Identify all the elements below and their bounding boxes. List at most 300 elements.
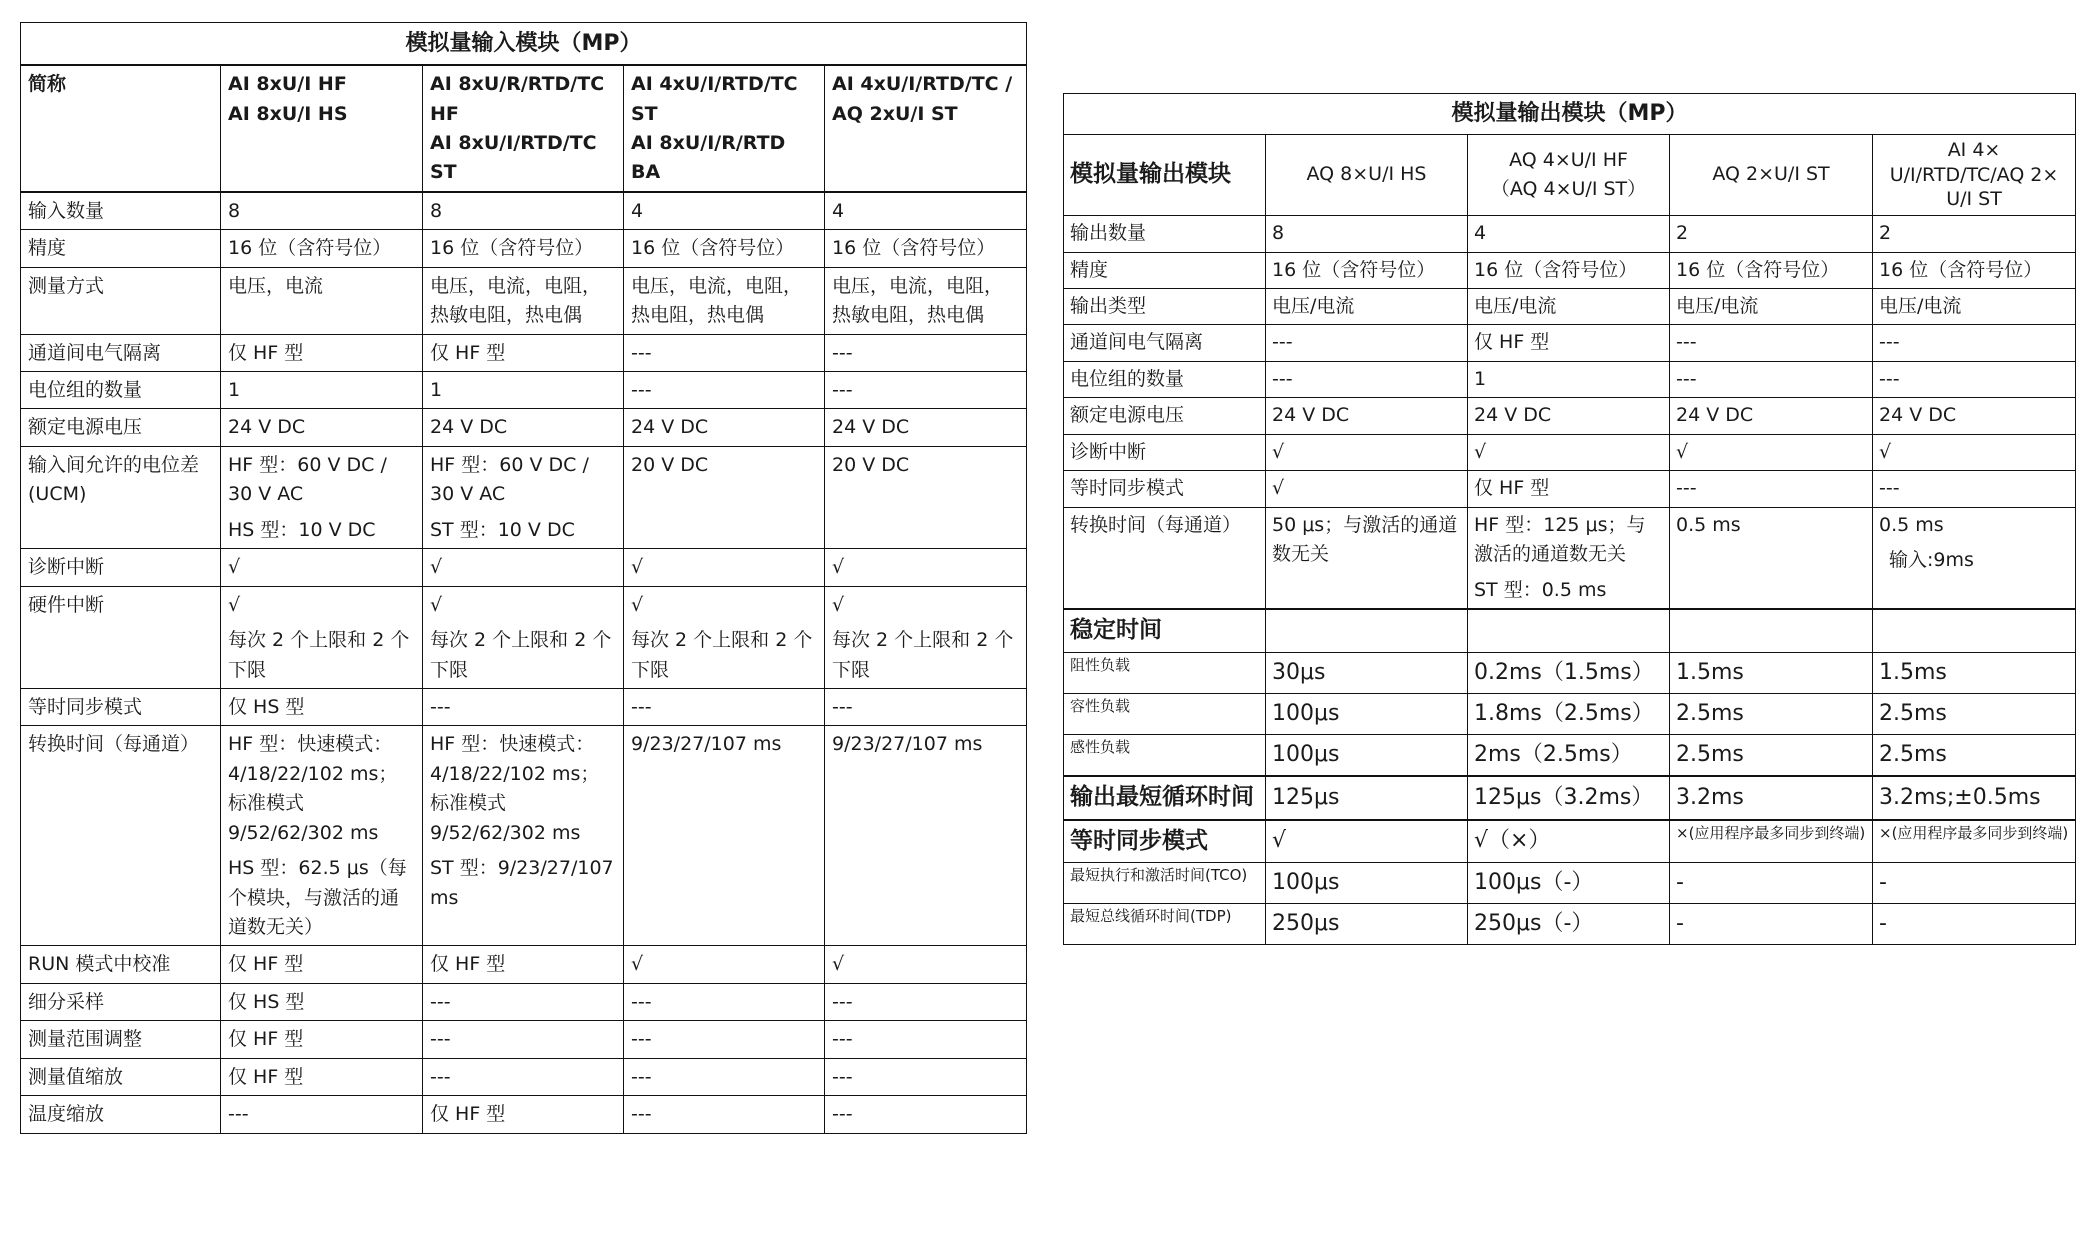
cell-value: 16 位（含符号位） [631, 237, 795, 260]
cell-value: 仅 HF 型 [228, 1028, 304, 1051]
output-module-table [1063, 93, 2076, 945]
row-cell [825, 192, 1027, 230]
row-cell [423, 1058, 624, 1095]
settling-row-label: 容性负载 [1064, 693, 1266, 734]
cell-value: 电压/电流 [1474, 295, 1557, 318]
row-cell [423, 946, 624, 983]
cell-extra: HS 型：62.5 μs（每个模块，与激活的通道数无关） [228, 857, 407, 939]
cell-value: 24 V DC [1474, 404, 1552, 427]
cell-value: 24 V DC [1879, 404, 1957, 427]
input-row [21, 688, 1027, 725]
row-cell [1670, 361, 1873, 397]
cell-value: √ [832, 953, 845, 976]
row-label: 通道间电气隔离 [1064, 325, 1266, 361]
settling-cell [1873, 652, 2076, 693]
cell-value: --- [1676, 367, 1697, 390]
row-cell [1873, 507, 2076, 609]
row-cell [1873, 398, 2076, 434]
row-cell [624, 688, 825, 725]
input-row [21, 549, 1027, 586]
cell-value: 仅 HF 型 [228, 953, 304, 976]
row-cell [825, 983, 1027, 1020]
input-row [21, 192, 1027, 230]
row-cell [825, 267, 1027, 334]
input-row [21, 726, 1027, 946]
cell-value: √ [631, 556, 644, 579]
isochronous-cell [1266, 904, 1468, 945]
isochronous-cell [1670, 904, 1873, 945]
isochronous-row-label: 最短总线循环时间(TDP) [1064, 904, 1266, 945]
cell-value: --- [631, 379, 652, 402]
row-cell [221, 192, 423, 230]
row-label: 电位组的数量 [1064, 361, 1266, 397]
row-cell [624, 192, 825, 230]
output-row [1064, 507, 2076, 609]
header-col-1: AI 8xU/I HF AI 8xU/I HS [221, 65, 423, 192]
cell-value: √ [832, 556, 845, 579]
output-row [1064, 289, 2076, 325]
cell-value: 电压，电流 [228, 274, 324, 297]
input-row [21, 409, 1027, 446]
row-cell [624, 230, 825, 267]
row-cell [825, 1021, 1027, 1058]
row-cell [221, 983, 423, 1020]
cell-value: - [1879, 911, 1887, 937]
row-cell [221, 1096, 423, 1133]
row-cell [1670, 471, 1873, 507]
settling-cell [1873, 693, 2076, 734]
header-col-3: AI 4xU/I/RTD/TC ST AI 8xU/I/R/RTD BA [624, 65, 825, 192]
cell-value: 24 V DC [228, 416, 306, 439]
cell-value: HF 型：60 V DC / 30 V AC [228, 453, 387, 506]
cell-value: --- [1272, 367, 1293, 390]
cell-value: 24 V DC [832, 416, 910, 439]
min-cycle-value: 3.2ms [1670, 776, 1873, 820]
isochronous-rows [1064, 863, 2076, 945]
row-cell [1873, 216, 2076, 252]
min-cycle-label: 输出最短循环时间 [1064, 776, 1266, 820]
input-row [21, 1096, 1027, 1133]
row-cell [624, 983, 825, 1020]
settling-header-row [1064, 609, 2076, 652]
input-row [21, 230, 1027, 267]
isochronous-value: √ [1266, 820, 1468, 863]
row-cell [624, 372, 825, 409]
row-cell [423, 409, 624, 446]
cell-value: 8 [1272, 222, 1285, 245]
row-label: 测量范围调整 [21, 1021, 221, 1058]
input-row [21, 946, 1027, 983]
settling-cell [1266, 693, 1468, 734]
cell-value: 0.5 ms [1879, 513, 1944, 536]
output-row [1064, 325, 2076, 361]
row-cell [624, 726, 825, 946]
row-cell [825, 446, 1027, 548]
cell-value: 30μs [1272, 659, 1326, 685]
output-table-body [1064, 216, 2076, 609]
output-header-col-4: AI 4× U/I/RTD/TC/AQ 2× U/I ST [1873, 135, 2076, 216]
cell-value: 仅 HF 型 [430, 1103, 506, 1126]
settling-cell [1670, 652, 1873, 693]
settling-cell [1670, 693, 1873, 734]
row-cell [624, 267, 825, 334]
row-cell [221, 946, 423, 983]
cell-value: --- [631, 1065, 652, 1088]
row-cell [221, 267, 423, 334]
cell-value: 2.5ms [1676, 741, 1744, 767]
row-cell [423, 688, 624, 725]
cell-value: --- [1879, 331, 1900, 354]
cell-value: 100μs [1272, 870, 1340, 896]
settling-cell [1266, 652, 1468, 693]
row-cell [423, 446, 624, 548]
row-cell [624, 409, 825, 446]
isochronous-cell [1670, 863, 1873, 904]
cell-value: 100μs（-） [1474, 870, 1594, 896]
row-cell [825, 372, 1027, 409]
settling-cell [1468, 734, 1670, 776]
cell-value: --- [430, 1028, 451, 1051]
row-cell [1468, 434, 1670, 470]
cell-value: --- [832, 1103, 853, 1126]
row-cell [1266, 289, 1468, 325]
cell-value: 仅 HF 型 [1474, 477, 1550, 500]
row-cell [221, 409, 423, 446]
cell-extra: HS 型：10 V DC [228, 518, 376, 541]
output-row [1064, 434, 2076, 470]
row-label: 等时同步模式 [21, 688, 221, 725]
row-cell [1670, 325, 1873, 361]
row-label: 输出数量 [1064, 216, 1266, 252]
row-label: 输入数量 [21, 192, 221, 230]
row-label: 温度缩放 [21, 1096, 221, 1133]
row-cell [221, 230, 423, 267]
row-cell [624, 1096, 825, 1133]
row-cell [624, 446, 825, 548]
row-cell [1873, 471, 2076, 507]
cell-value: - [1676, 911, 1684, 937]
cell-value: 仅 HF 型 [228, 341, 304, 364]
isochronous-row-label: 最短执行和激活时间(TCO) [1064, 863, 1266, 904]
row-cell [1670, 289, 1873, 325]
row-label: 输入间允许的电位差 (UCM) [21, 446, 221, 548]
settling-cell [1873, 734, 2076, 776]
isochronous-cell [1468, 904, 1670, 945]
row-cell [624, 334, 825, 371]
cell-value: 1.5ms [1676, 659, 1744, 685]
cell-value: 1.8ms（2.5ms） [1474, 700, 1654, 726]
cell-extra: 每次 2 个上限和 2 个下限 [228, 629, 410, 681]
settling-cell [1468, 652, 1670, 693]
row-cell [423, 372, 624, 409]
cell-value: 16 位（含符号位） [1879, 258, 2043, 281]
cell-value: √ [228, 556, 241, 579]
min-cycle-value: 3.2ms;±0.5ms [1873, 776, 2076, 820]
isochronous-label: 等时同步模式 [1064, 820, 1266, 863]
settling-row-label: 阻性负载 [1064, 652, 1266, 693]
row-cell [1468, 398, 1670, 434]
row-cell [825, 586, 1027, 688]
row-cell [221, 586, 423, 688]
cell-value: --- [430, 1065, 451, 1088]
cell-value: --- [228, 1103, 249, 1126]
cell-value: 仅 HF 型 [430, 341, 506, 364]
row-label: 细分采样 [21, 983, 221, 1020]
row-cell [825, 688, 1027, 725]
input-table-title: 模拟量输入模块（MP） [21, 23, 1027, 66]
output-header-col-3: AQ 2×U/I ST [1670, 135, 1873, 216]
cell-value: √ [228, 593, 241, 616]
row-cell [423, 549, 624, 586]
input-module-table [20, 22, 1027, 1134]
min-cycle-section [1064, 776, 2076, 863]
cell-value: √ [1272, 477, 1285, 500]
input-row [21, 1021, 1027, 1058]
row-label: 电位组的数量 [21, 372, 221, 409]
row-cell [423, 983, 624, 1020]
isochronous-sub-row [1064, 863, 2076, 904]
input-row [21, 267, 1027, 334]
isochronous-row [1064, 820, 2076, 863]
row-cell [1670, 434, 1873, 470]
row-cell [423, 230, 624, 267]
output-row [1064, 471, 2076, 507]
row-cell [221, 549, 423, 586]
cell-value: 2 [1676, 222, 1689, 245]
cell-value: √ [1676, 440, 1689, 463]
settling-row [1064, 693, 2076, 734]
row-cell [1266, 507, 1468, 609]
cell-value: --- [832, 1065, 853, 1088]
cell-value: 16 位（含符号位） [1474, 258, 1638, 281]
input-row [21, 446, 1027, 548]
cell-value: 电压/电流 [1676, 295, 1759, 318]
cell-value: --- [631, 1028, 652, 1051]
cell-value: 电压/电流 [1272, 295, 1355, 318]
row-cell [423, 726, 624, 946]
settling-cell [1468, 693, 1670, 734]
cell-value: --- [1676, 477, 1697, 500]
cell-value: HF 型：快速模式：4/18/22/102 ms；标准模式 9/52/62/302 ms [430, 733, 600, 844]
cell-value: 24 V DC [1272, 404, 1350, 427]
cell-value: 2.5ms [1676, 700, 1744, 726]
row-cell [1266, 252, 1468, 288]
row-cell [1670, 216, 1873, 252]
row-cell [1468, 216, 1670, 252]
row-cell [221, 446, 423, 548]
settling-rows [1064, 652, 2076, 776]
cell-value: 1 [228, 379, 241, 402]
row-cell [825, 1096, 1027, 1133]
min-cycle-value: 125μs（3.2ms） [1468, 776, 1670, 820]
cell-value: 16 位（含符号位） [1676, 258, 1840, 281]
cell-value: 50 μs；与激活的通道数无关 [1272, 513, 1458, 566]
cell-value: --- [832, 990, 853, 1013]
cell-value: HF 型：125 μs；与激活的通道数无关 [1474, 513, 1646, 566]
row-cell [1266, 216, 1468, 252]
row-cell [423, 1021, 624, 1058]
cell-value: √ [430, 556, 443, 579]
cell-value: 20 V DC [832, 453, 910, 476]
cell-value: 电压，电流，电阻，热敏电阻，热电偶 [832, 274, 1004, 327]
cell-extra: ST 型：10 V DC [430, 518, 575, 541]
cell-value: --- [631, 990, 652, 1013]
cell-value: 20 V DC [631, 453, 709, 476]
cell-value: - [1676, 870, 1684, 896]
row-cell [624, 1058, 825, 1095]
isochronous-value: ×(应用程序最多同步到终端) [1670, 820, 1873, 863]
cell-value: 仅 HF 型 [430, 953, 506, 976]
cell-value: 100μs [1272, 741, 1340, 767]
row-cell [423, 267, 624, 334]
cell-value: HF 型：60 V DC / 30 V AC [430, 453, 589, 506]
row-cell [221, 688, 423, 725]
cell-value: 1 [1474, 367, 1487, 390]
row-cell [1468, 507, 1670, 609]
cell-value: --- [1676, 331, 1697, 354]
input-row [21, 334, 1027, 371]
output-row [1064, 361, 2076, 397]
cell-value: √ [1474, 440, 1487, 463]
cell-value: 仅 HF 型 [228, 1065, 304, 1088]
row-label: 测量值缩放 [21, 1058, 221, 1095]
row-cell [1266, 471, 1468, 507]
cell-value: 1 [430, 379, 443, 402]
row-label: RUN 模式中校准 [21, 946, 221, 983]
input-row [21, 1058, 1027, 1095]
header-col-2: AI 8xU/R/RTD/TC HF AI 8xU/I/RTD/TC ST [423, 65, 624, 192]
row-cell [221, 1021, 423, 1058]
cell-value: 16 位（含符号位） [1272, 258, 1436, 281]
row-cell [624, 1021, 825, 1058]
cell-extra: 每次 2 个上限和 2 个下限 [430, 629, 612, 681]
row-label: 输出类型 [1064, 289, 1266, 325]
cell-value: √ [1272, 440, 1285, 463]
row-cell [1873, 289, 2076, 325]
cell-value: 16 位（含符号位） [832, 237, 996, 260]
row-label: 精度 [1064, 252, 1266, 288]
row-cell [1266, 434, 1468, 470]
row-cell [423, 586, 624, 688]
cell-value: HF 型：快速模式：4/18/22/102 ms；标准模式 9/52/62/302 ms [228, 733, 398, 844]
row-label: 转换时间（每通道） [21, 726, 221, 946]
row-cell [1873, 361, 2076, 397]
row-label: 转换时间（每通道） [1064, 507, 1266, 609]
cell-value: 4 [1474, 222, 1487, 245]
row-label: 额定电源电压 [21, 409, 221, 446]
isochronous-cell [1873, 904, 2076, 945]
row-cell [1468, 325, 1670, 361]
settling-cell [1266, 734, 1468, 776]
cell-value: 电压/电流 [1879, 295, 1962, 318]
cell-value: --- [1272, 331, 1293, 354]
settling-cell [1670, 734, 1873, 776]
cell-value: √ [1879, 440, 1892, 463]
min-cycle-value: 125μs [1266, 776, 1468, 820]
cell-value: √ [631, 593, 644, 616]
cell-value: --- [430, 990, 451, 1013]
cell-value: 仅 HS 型 [228, 990, 305, 1013]
cell-value: √ [832, 593, 845, 616]
cell-value: 24 V DC [1676, 404, 1754, 427]
row-cell [1873, 252, 2076, 288]
row-label: 精度 [21, 230, 221, 267]
cell-value: --- [832, 379, 853, 402]
cell-value: 1.5ms [1879, 659, 1947, 685]
cell-value: 2 [1879, 222, 1892, 245]
cell-value: 电压，电流，电阻，热敏电阻，热电偶 [430, 274, 602, 327]
isochronous-cell [1468, 863, 1670, 904]
cell-value: 9/23/27/107 ms [832, 733, 983, 756]
cell-value: --- [832, 1028, 853, 1051]
cell-value: --- [631, 341, 652, 364]
row-label: 硬件中断 [21, 586, 221, 688]
row-cell [1266, 325, 1468, 361]
cell-extra: 输入:9ms [1889, 549, 1974, 572]
cell-value: --- [1879, 367, 1900, 390]
cell-value: --- [1879, 477, 1900, 500]
isochronous-value: ×(应用程序最多同步到终端) [1873, 820, 2076, 863]
row-cell [1266, 398, 1468, 434]
cell-extra: 每次 2 个上限和 2 个下限 [631, 629, 813, 681]
cell-value: 9/23/27/107 ms [631, 733, 782, 756]
cell-value: √ [631, 953, 644, 976]
cell-value: 250μs [1272, 911, 1340, 937]
row-cell [825, 549, 1027, 586]
settling-row-label: 感性负载 [1064, 734, 1266, 776]
row-cell [1670, 398, 1873, 434]
row-cell [1873, 325, 2076, 361]
row-cell [624, 549, 825, 586]
header-label: 简称 [21, 65, 221, 192]
settling-section [1064, 609, 2076, 652]
input-row [21, 983, 1027, 1020]
cell-value: 2.5ms [1879, 741, 1947, 767]
output-header-col-1: AQ 8×U/I HS [1266, 135, 1468, 216]
cell-value: √ [430, 593, 443, 616]
cell-value: 0.5 ms [1676, 513, 1741, 536]
isochronous-value: √（×） [1468, 820, 1670, 863]
cell-value: 仅 HF 型 [1474, 331, 1550, 354]
row-cell [624, 946, 825, 983]
input-header-row [21, 65, 1027, 192]
row-cell [1670, 252, 1873, 288]
output-row [1064, 398, 2076, 434]
isochronous-sub-row [1064, 904, 2076, 945]
cell-value: 4 [631, 199, 644, 222]
output-header-col-2: AQ 4×U/I HF （AQ 4×U/I ST） [1468, 135, 1670, 216]
cell-value: --- [631, 695, 652, 718]
cell-value: 2ms（2.5ms） [1474, 741, 1633, 767]
cell-value: - [1879, 870, 1887, 896]
cell-value: --- [631, 1103, 652, 1126]
output-table-title: 模拟量输出模块（MP） [1064, 94, 2076, 135]
cell-value: --- [430, 695, 451, 718]
settling-row [1064, 734, 2076, 776]
cell-extra: 每次 2 个上限和 2 个下限 [832, 629, 1014, 681]
input-row [21, 372, 1027, 409]
cell-extra: ST 型：9/23/27/107 ms [430, 857, 614, 909]
output-header-row [1064, 135, 2076, 216]
row-cell [221, 334, 423, 371]
row-label: 等时同步模式 [1064, 471, 1266, 507]
row-label: 诊断中断 [21, 549, 221, 586]
output-row [1064, 252, 2076, 288]
cell-value: 250μs（-） [1474, 911, 1594, 937]
row-cell [423, 1096, 624, 1133]
min-cycle-row [1064, 776, 2076, 820]
output-header-label: 模拟量输出模块 [1064, 135, 1266, 216]
